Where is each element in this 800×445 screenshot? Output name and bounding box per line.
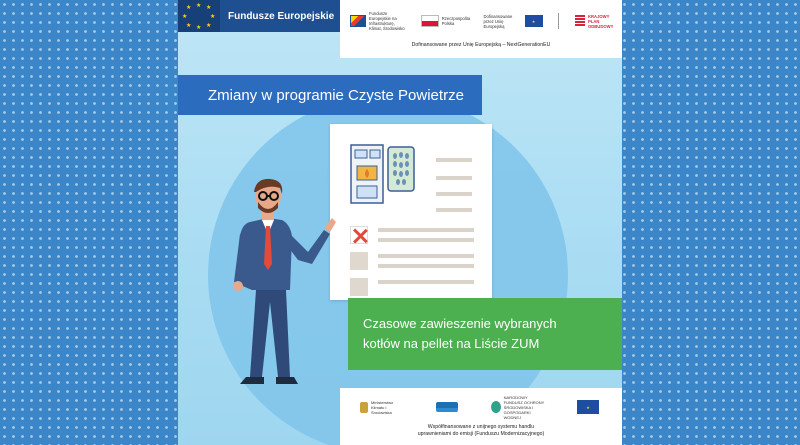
top-logo-strip — [340, 0, 622, 58]
logo-ministerstwo: Ministerstwo Klimatu i Środowiska — [360, 400, 407, 415]
fundusze-europejskie-title: Fundusze Europejskie — [228, 10, 335, 22]
logo-eu-flag — [577, 400, 602, 414]
bottom-logo-strip — [340, 388, 622, 445]
boiler-icon — [350, 144, 416, 206]
logo-nfosigw: NARODOWY FUNDUSZ OCHRONY ŚRODOWISKA I GOSPODARKI WODNEJ — [491, 395, 548, 420]
nfosigw-logo-icon — [491, 401, 501, 413]
doc-line — [378, 228, 474, 232]
green-banner — [348, 298, 622, 370]
doc-line — [378, 254, 474, 258]
doc-line — [378, 280, 474, 284]
banner-line-2: kotłów na pellet na Liście ZUM — [363, 336, 540, 351]
doc-line — [436, 158, 472, 162]
logo-kpo: KRAJOWY PLAN ODBUDOWY — [575, 14, 612, 29]
logo-separator — [558, 13, 559, 29]
doc-line — [436, 176, 472, 180]
logo-czyste-powietrze — [436, 402, 461, 412]
kpo-logo-icon — [575, 15, 585, 27]
logo-fundusze-europejskie: Fundusze Europejskie na Infrastrukturę, Klimat, Środowisko — [350, 11, 405, 31]
eu-flag-icon: ★ — [577, 400, 599, 414]
eu-stars-icon: ★ ★ ★ ★ ★ ★ ★ ★ — [178, 0, 220, 32]
eu-flag-icon: ★ — [525, 15, 543, 27]
doc-line — [378, 264, 474, 268]
dotted-background-right — [620, 0, 800, 445]
doc-line — [378, 238, 474, 242]
funding-caption: Dofinansowane przez Unię Europejską – NextGenerationEU — [411, 42, 551, 48]
dotted-background-left — [0, 0, 180, 445]
businessman-illustration — [228, 172, 358, 402]
logo-rzeczpospolita: Rzeczpospolita Polska — [421, 15, 468, 27]
eagle-emblem-icon — [360, 402, 368, 413]
fundusze-europejskie-band — [178, 0, 340, 32]
czyste-powietrze-logo-icon — [436, 402, 458, 412]
banner-line-1: Czasowe zawieszenie wybranych — [363, 316, 557, 331]
page-heading: Zmiany w programie Czyste Powietrze — [178, 75, 482, 115]
cofinancing-caption: Współfinansowane z unijnego systemu handlu uprawnieniami do emisji (Funduszu Modernizacyjnego) — [417, 424, 545, 437]
fe-logo-icon — [350, 15, 366, 27]
doc-line — [436, 192, 472, 196]
polish-flag-icon — [421, 15, 439, 27]
logo-ue: Dofinansowane przez Unię Europejską ★ — [484, 14, 543, 29]
doc-line — [436, 208, 472, 212]
